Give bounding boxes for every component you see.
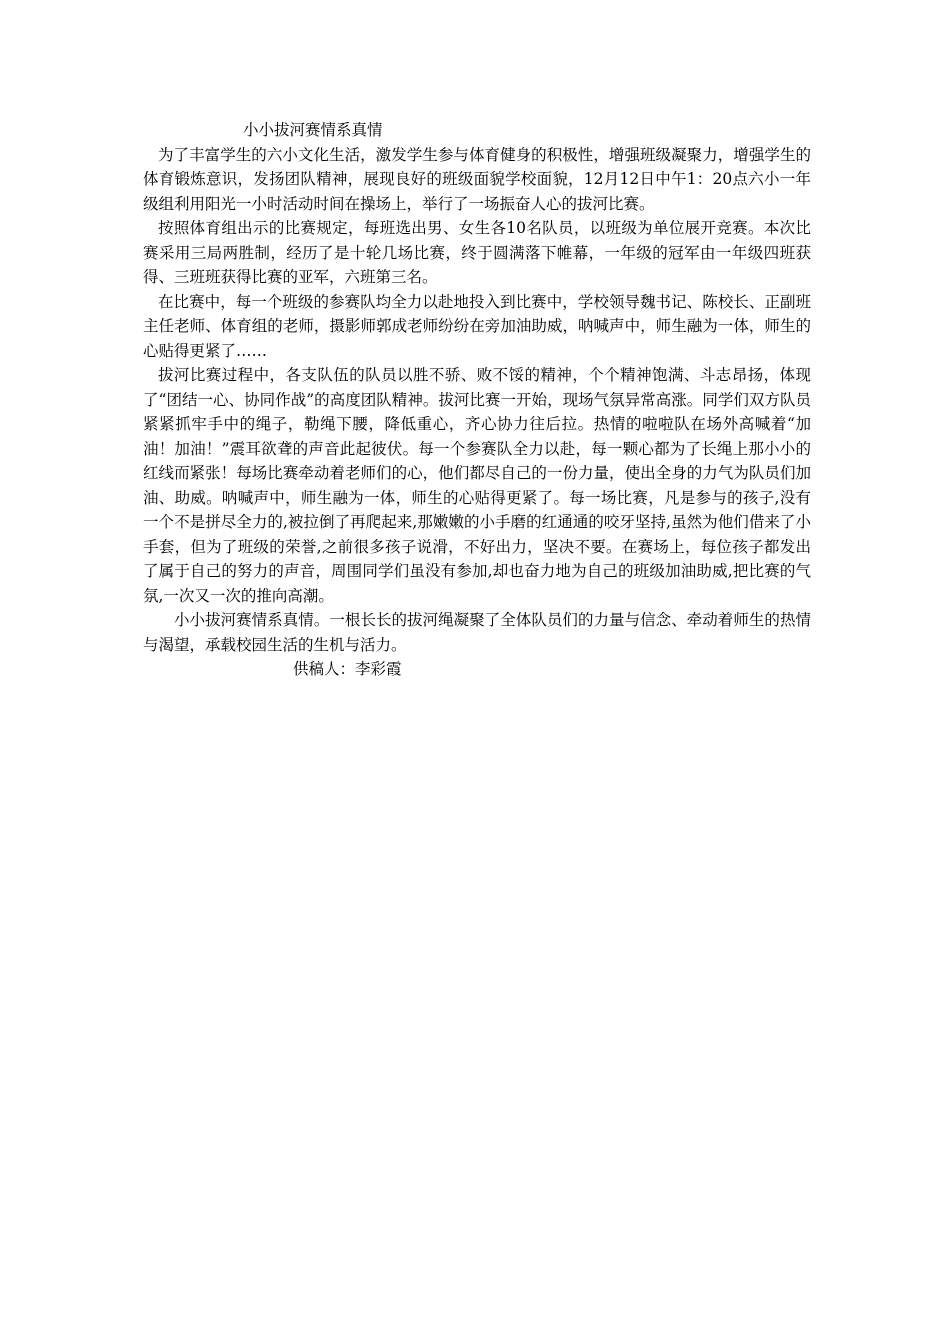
paragraph-rules: 按照体育组出示的比赛规定，每班选出男、女生各10名队员，以班级为单位展开竞赛。本次比赛采用三局两胜制，经历了是十轮几场比赛，终于圆满落下帷幕，一年级的冠军由一年级四班获得、三班班获得比赛的亚军，六班第三名。 [143, 219, 811, 286]
article-body [143, 118, 811, 682]
paragraph-intro: 为了丰富学生的六小文化生活，激发学生参与体育健身的积极性，增强班级凝聚力，增强学生的体育锻炼意识，发扬团队精神，展现良好的班级面貌学校面貌，12月12日中午1：20点六小一年级组利用阳光一小时活动时间在操场上，举行了一场振奋人心的拔河比赛。 [143, 145, 811, 213]
paragraph-conclusion: 小小拔河赛情系真情。一根长长的拔河绳凝聚了全体队员们的力量与信念、牵动着师生的热情与渴望，承载校园生活的生机与活力。 [143, 611, 811, 654]
paragraph-process: 拔河比赛过程中，各支队伍的队员以胜不骄、败不馁的精神，个个精神饱满、斗志昂扬，体现了“团结一心、协同作战”的高度团队精神。拔河比赛一开始，现场气氛异常高涨。同学们双方队员紧紧抓牢手中的绳子，勒绳下腰，降低重心，齐心协力往后拉。热情的啦啦队在场外高喊着“加油！加油！”震耳欲聋的声音此起彼伏。每一个参赛队全力以赴，每一颗心都为了长绳上那小小的红线而紧张！每场比赛牵动着老师们的心，他们都尽自己的一份力量，使出全身的力气为队员们加油、助威。呐喊声中，师生融为一体，师生的心贴得更紧了。每一场比赛，凡是参与的孩子,没有一个不是拼尽全力的,被拉倒了再爬起来,那嫩嫩的小手磨的红通通的咬牙坚持,虽然为他们借来了小手套，但为了班级的荣誉,之前很多孩子说滑，不好出力，坚决不要。在赛场上，每位孩子都发出了属于自己的努力的声音，周围同学们虽没有参加,却也奋力地为自己的班级加油助威,把比赛的气氛,一次又一次的推向高潮。 [143, 366, 811, 605]
author-credit: 供稿人：李彩霞 [293, 660, 402, 678]
article-title: 小小拔河赛情系真情 [243, 121, 383, 139]
paragraph-support: 在比赛中，每一个班级的参赛队均全力以赴地投入到比赛中，学校领导魏书记、陈校长、正副班主任老师、体育组的老师，摄影师郭成老师纷纷在旁加油助威，呐喊声中，师生融为一体，师生的心贴得更紧了…… [143, 292, 811, 360]
